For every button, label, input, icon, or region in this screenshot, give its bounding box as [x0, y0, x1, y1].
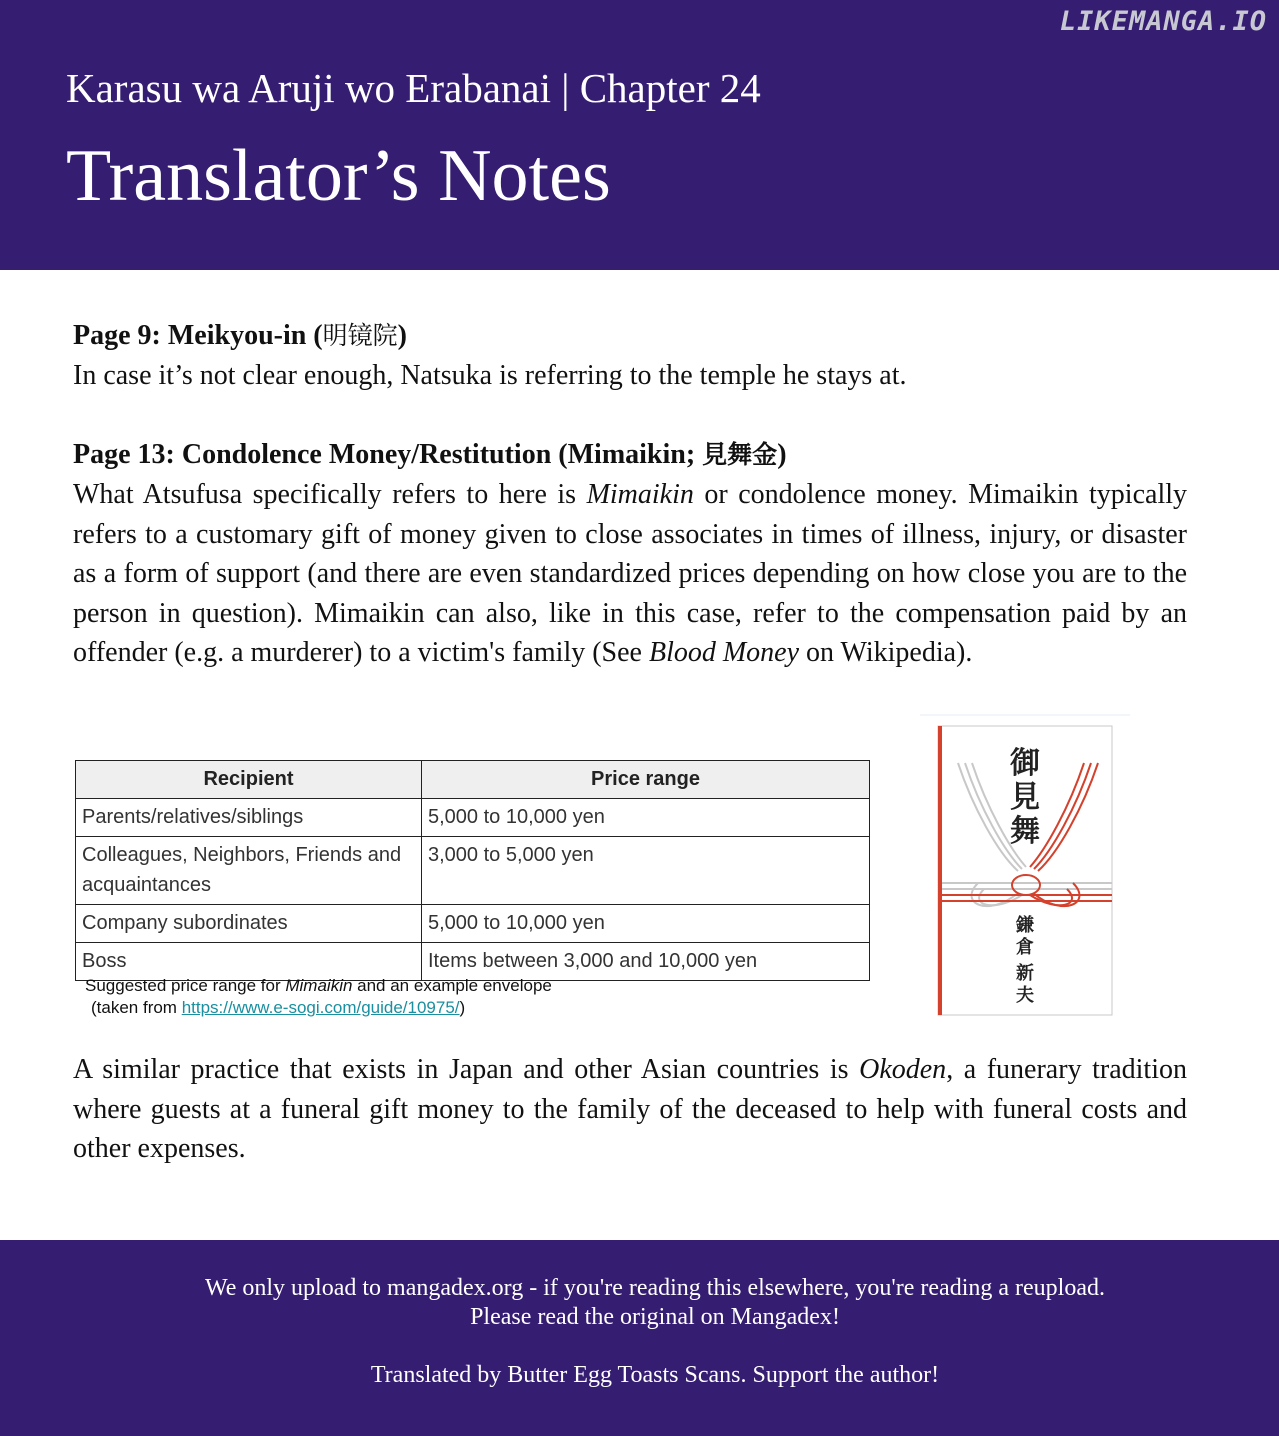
note-body: In case it’s not clear enough, Natsuka is referring to the temple he stays at.	[73, 360, 907, 391]
heading-kanji: 明镜院	[322, 321, 398, 350]
table-cell: Company subordinates	[76, 905, 422, 943]
table-row	[76, 799, 870, 837]
header-banner	[0, 0, 1279, 270]
envelope-name-char: 倉	[1016, 937, 1034, 958]
table-header-row	[76, 761, 870, 799]
envelope-name-char: 新	[1016, 963, 1034, 984]
table-row	[76, 837, 870, 905]
table-cell: 5,000 to 10,000 yen	[422, 905, 870, 943]
closing-paragraph-block	[73, 1050, 1187, 1169]
site-watermark: LIKEMANGA.IO	[1059, 6, 1267, 37]
closing-paragraph: A similar practice that exists in Japan and other Asian countries is Okoden, a funerary tradition where guests at a funeral gift money to the family of the deceased to help with funeral costs and other expenses.	[73, 1054, 1187, 1164]
table-cell: 5,000 to 10,000 yen	[422, 799, 870, 837]
note-heading: Page 9: Meikyou-in (明镜院)	[73, 320, 407, 351]
table-cell: Parents/relatives/siblings	[76, 799, 422, 837]
table-caption: Suggested price range for Mimaikin and an example envelope (taken from https://www.e-sogi.com/guide/10975/)	[85, 976, 552, 1017]
page-title: Translator’s Notes	[66, 135, 611, 217]
condolence-envelope-image	[918, 713, 1132, 1018]
envelope-name-char: 夫	[1016, 985, 1034, 1006]
table-cell: Boss	[76, 943, 422, 981]
envelope-title-char: 見	[1010, 780, 1040, 815]
column-header: Recipient	[76, 761, 422, 799]
note-heading: Page 13: Condolence Money/Restitution (Mimaikin; 見舞金)	[73, 439, 787, 470]
note-page-9	[73, 316, 1187, 396]
footer-banner	[0, 1240, 1279, 1436]
heading-kanji: 見舞金	[702, 440, 778, 469]
note-page-13	[73, 435, 1187, 673]
chapter-subtitle: Karasu wa Aruji wo Erabanai | Chapter 24	[66, 65, 761, 111]
column-header: Price range	[422, 761, 870, 799]
footer-read-original: Please read the original on Mangadex!	[470, 1304, 840, 1330]
footer-credits: Translated by Butter Egg Toasts Scans. Support the author!	[370, 1362, 940, 1388]
table-row	[76, 905, 870, 943]
envelope-illustration	[918, 713, 1132, 1018]
table-cell: Colleagues, Neighbors, Friends and acquaintances	[76, 837, 422, 905]
footer-upload-notice: We only upload to mangadex.org - if you're reading this elsewhere, you're reading a reupload.	[205, 1275, 1105, 1301]
envelope-title-char: 御	[1010, 746, 1040, 781]
envelope-title-char: 舞	[1010, 814, 1040, 849]
source-link[interactable]: https://www.e-sogi.com/guide/10975/	[181, 998, 460, 1017]
table-cell: Items between 3,000 and 10,000 yen	[422, 943, 870, 981]
note-body: What Atsufusa specifically refers to here is Mimaikin or condolence money. Mimaikin typically refers to a customary gift of money given to close associates in times of illness, injury, or disaster as a form of support (and there are even standardized prices depending on how close you are to the person in question). Mimaikin can also, like in this case, refer to the compensation paid by an offender (e.g. a murderer) to a victim's family (See Blood Money on Wikipedia).	[73, 479, 1187, 668]
price-range-table	[75, 760, 870, 981]
table-cell: 3,000 to 5,000 yen	[422, 837, 870, 905]
envelope-name-char: 鎌	[1016, 915, 1034, 936]
